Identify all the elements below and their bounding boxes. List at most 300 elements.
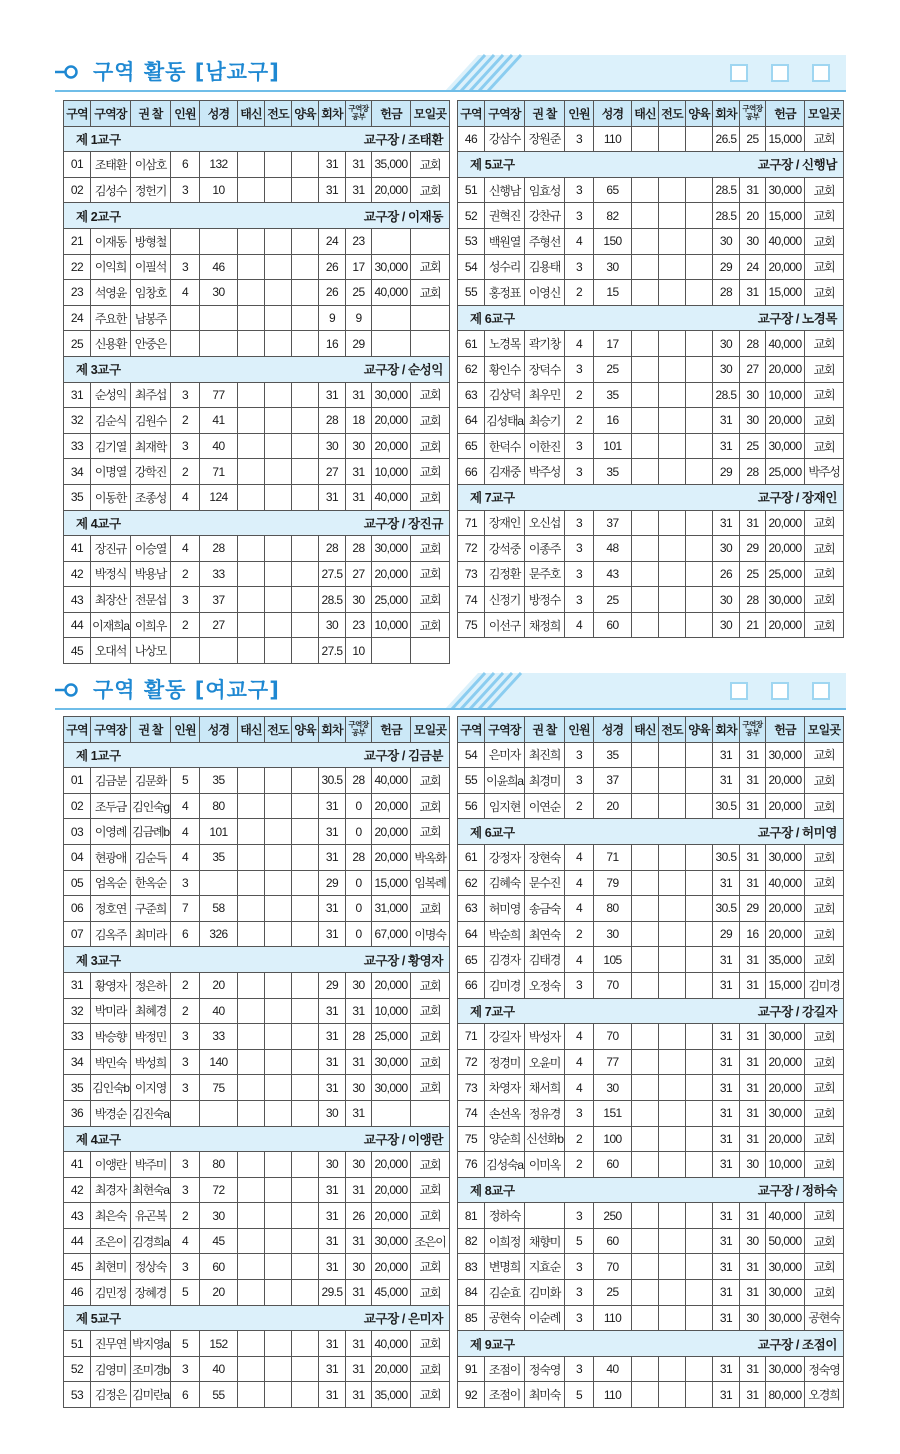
cell-leader: 김금분 xyxy=(91,768,131,794)
cell-members: 3 xyxy=(171,1049,200,1075)
cell-bible: 35 xyxy=(200,844,238,870)
cell-leader: 김재중 xyxy=(485,459,525,485)
cell-evangelism xyxy=(265,870,292,896)
cell-nurture xyxy=(292,870,319,896)
cell-nurture xyxy=(686,587,713,613)
table-row xyxy=(458,1305,844,1331)
cell-leader: 성수리 xyxy=(485,254,525,280)
cell-district-no: 64 xyxy=(458,921,485,947)
cell-nurture xyxy=(292,1331,319,1357)
cell-evangelism xyxy=(265,768,292,794)
cell-assistant: 박지영a xyxy=(131,1331,171,1357)
cell-seeker xyxy=(632,1024,659,1050)
cell-evangelism xyxy=(265,921,292,947)
cell-nurture xyxy=(292,896,319,922)
cell-session: 31 xyxy=(319,382,346,408)
cell-leader: 이명열 xyxy=(91,459,131,485)
cell-venue: 교회 xyxy=(411,1049,450,1075)
cell-seeker xyxy=(238,1024,265,1050)
cell-leader-study: 31 xyxy=(346,1100,372,1126)
cell-nurture xyxy=(292,612,319,638)
cell-bible: 80 xyxy=(594,896,632,922)
table-row xyxy=(64,280,450,306)
cell-venue: 교회 xyxy=(805,1203,844,1229)
cell-session: 31 xyxy=(713,1254,740,1280)
cell-evangelism xyxy=(659,1382,686,1408)
cell-venue: 교회 xyxy=(805,1126,844,1152)
cell-bible: 75 xyxy=(200,1075,238,1101)
cell-seeker xyxy=(238,793,265,819)
cell-nurture xyxy=(686,768,713,794)
cell-seeker xyxy=(238,870,265,896)
cell-session: 31 xyxy=(319,1177,346,1203)
district-name: 제 4교구 xyxy=(76,1132,121,1147)
cell-district-no: 73 xyxy=(458,561,485,587)
district-group-cell xyxy=(458,819,844,845)
cell-venue: 교회 xyxy=(805,1254,844,1280)
cell-venue: 교회 xyxy=(805,1024,844,1050)
cell-session: 28 xyxy=(319,536,346,562)
cell-bible: 35 xyxy=(200,768,238,794)
cell-leader: 이영례 xyxy=(91,819,131,845)
cell-members: 4 xyxy=(171,484,200,510)
cell-district-no: 62 xyxy=(458,870,485,896)
cell-evangelism xyxy=(265,177,292,203)
cell-offering: 40,000 xyxy=(372,484,411,510)
cell-leader-study: 31 xyxy=(740,742,766,768)
cell-leader: 현광애 xyxy=(91,844,131,870)
district-group-content xyxy=(64,1309,449,1327)
cell-evangelism xyxy=(659,896,686,922)
cell-leader: 김성태a xyxy=(485,408,525,434)
cell-seeker xyxy=(632,433,659,459)
cell-venue: 교회 xyxy=(411,280,450,306)
district-head: 교구장 / 조태환 xyxy=(363,132,443,147)
district-name: 제 6교구 xyxy=(470,312,515,327)
column-header: 구역 xyxy=(64,101,91,127)
cell-nurture xyxy=(686,1024,713,1050)
cell-seeker xyxy=(238,305,265,331)
cell-seeker xyxy=(238,998,265,1024)
table-row xyxy=(64,1356,450,1382)
cell-leader-study: 0 xyxy=(346,819,372,845)
cell-evangelism xyxy=(265,433,292,459)
cell-evangelism xyxy=(265,561,292,587)
cell-nurture xyxy=(686,177,713,203)
cell-offering: 20,000 xyxy=(766,768,805,794)
cell-members: 4 xyxy=(171,1228,200,1254)
cell-evangelism xyxy=(659,768,686,794)
cell-bible: 46 xyxy=(200,254,238,280)
cell-members: 5 xyxy=(565,1382,594,1408)
cell-nurture xyxy=(292,1254,319,1280)
cell-evangelism xyxy=(265,484,292,510)
cell-leader-study: 31 xyxy=(740,177,766,203)
cell-offering: 30,000 xyxy=(766,1280,805,1306)
cell-leader: 최장산 xyxy=(91,587,131,613)
district-group-row xyxy=(64,510,450,536)
cell-seeker xyxy=(632,896,659,922)
cell-leader: 이앵란 xyxy=(91,1152,131,1178)
cell-nurture xyxy=(292,177,319,203)
cell-offering: 10,000 xyxy=(372,612,411,638)
cell-seeker xyxy=(632,1382,659,1408)
banner-square xyxy=(772,683,788,699)
table-row xyxy=(458,870,844,896)
cell-leader: 정호연 xyxy=(91,896,131,922)
cell-district-no: 85 xyxy=(458,1305,485,1331)
cell-assistant: 이승열 xyxy=(131,536,171,562)
cell-members: 4 xyxy=(171,819,200,845)
cell-offering: 40,000 xyxy=(766,1203,805,1229)
cell-leader: 진무연 xyxy=(91,1331,131,1357)
cell-members: 5 xyxy=(171,1280,200,1306)
cell-seeker xyxy=(238,331,265,357)
cell-bible: 48 xyxy=(594,536,632,562)
cell-seeker xyxy=(632,844,659,870)
cell-nurture xyxy=(292,1382,319,1408)
cell-district-no: 66 xyxy=(458,459,485,485)
cell-members: 7 xyxy=(171,896,200,922)
cell-evangelism xyxy=(659,228,686,254)
cell-session: 28 xyxy=(713,280,740,306)
cell-members: 3 xyxy=(565,1280,594,1306)
cell-offering: 30,000 xyxy=(372,1075,411,1101)
cell-district-no: 22 xyxy=(64,254,91,280)
cell-leader: 김영미 xyxy=(91,1356,131,1382)
cell-seeker xyxy=(632,793,659,819)
cell-leader-study: 31 xyxy=(346,177,372,203)
cell-session: 26 xyxy=(713,561,740,587)
cell-assistant: 방형철 xyxy=(131,228,171,254)
district-head: 교구장 / 강길자 xyxy=(757,1004,837,1019)
cell-session: 31 xyxy=(319,793,346,819)
district-group-cell xyxy=(64,126,450,152)
cell-nurture xyxy=(292,254,319,280)
cell-seeker xyxy=(238,1177,265,1203)
district-group-cell xyxy=(64,203,450,229)
cell-session: 29 xyxy=(713,254,740,280)
cell-offering: 10,000 xyxy=(766,1152,805,1178)
cell-leader: 허미영 xyxy=(485,896,525,922)
district-name: 제 7교구 xyxy=(470,1004,515,1019)
cell-venue: 교회 xyxy=(411,896,450,922)
cell-evangelism xyxy=(659,870,686,896)
cell-members: 2 xyxy=(565,921,594,947)
cell-district-no: 92 xyxy=(458,1382,485,1408)
cell-session: 31 xyxy=(713,1356,740,1382)
cell-offering: 67,000 xyxy=(372,921,411,947)
cell-venue: 교회 xyxy=(805,356,844,382)
cell-leader-study: 30 xyxy=(346,587,372,613)
cell-leader: 김순효 xyxy=(485,1280,525,1306)
cell-venue xyxy=(411,305,450,331)
cell-leader: 최경자 xyxy=(91,1177,131,1203)
cell-district-no: 81 xyxy=(458,1203,485,1229)
cell-assistant: 남봉주 xyxy=(131,305,171,331)
cell-bible: 80 xyxy=(200,1152,238,1178)
cell-leader: 박순희 xyxy=(485,921,525,947)
cell-offering: 20,000 xyxy=(766,612,805,638)
cell-district-no: 61 xyxy=(458,844,485,870)
cell-leader: 신정기 xyxy=(485,587,525,613)
cell-district-no: 53 xyxy=(458,228,485,254)
cell-leader: 노경목 xyxy=(485,331,525,357)
cell-nurture xyxy=(292,280,319,306)
cell-bible: 45 xyxy=(200,1228,238,1254)
cell-nurture xyxy=(292,921,319,947)
cell-venue: 교회 xyxy=(411,177,450,203)
cell-leader-study: 28 xyxy=(346,1024,372,1050)
cell-seeker xyxy=(632,612,659,638)
cell-assistant: 강학진 xyxy=(131,459,171,485)
cell-venue: 교회 xyxy=(411,1075,450,1101)
cell-assistant: 김미화 xyxy=(525,1280,565,1306)
cell-offering: 30,000 xyxy=(372,1228,411,1254)
cell-leader-study: 31 xyxy=(346,1280,372,1306)
cell-venue: 교회 xyxy=(805,1100,844,1126)
column-header: 모일곳 xyxy=(411,717,450,743)
column-header: 구역장 공부 xyxy=(346,101,372,127)
cell-session: 31 xyxy=(713,1126,740,1152)
column-header: 구역장 xyxy=(91,717,131,743)
cell-evangelism xyxy=(265,1382,292,1408)
cell-evangelism xyxy=(659,1024,686,1050)
cell-bible: 27 xyxy=(200,612,238,638)
cell-venue: 교회 xyxy=(411,587,450,613)
cell-district-no: 01 xyxy=(64,152,91,178)
column-header: 구역 xyxy=(458,717,485,743)
cell-venue: 임복례 xyxy=(411,870,450,896)
table-row xyxy=(64,1152,450,1178)
cell-evangelism xyxy=(265,228,292,254)
cell-venue: 교회 xyxy=(805,896,844,922)
cell-evangelism xyxy=(265,1152,292,1178)
cell-members: 4 xyxy=(565,612,594,638)
cell-evangelism xyxy=(659,587,686,613)
cell-bible: 124 xyxy=(200,484,238,510)
cell-leader-study: 31 xyxy=(740,280,766,306)
cell-members: 4 xyxy=(565,331,594,357)
cell-nurture xyxy=(686,1075,713,1101)
cell-venue: 교회 xyxy=(805,1280,844,1306)
cell-nurture xyxy=(292,152,319,178)
cell-bible: 35 xyxy=(594,742,632,768)
cell-nurture xyxy=(686,561,713,587)
cell-assistant: 최현숙a xyxy=(131,1177,171,1203)
cell-assistant: 최경미 xyxy=(525,768,565,794)
cell-leader: 이윤희a xyxy=(485,768,525,794)
cell-assistant: 이연순 xyxy=(525,793,565,819)
table-row xyxy=(64,408,450,434)
cell-evangelism xyxy=(265,1254,292,1280)
cell-assistant: 정헌기 xyxy=(131,177,171,203)
cell-leader-study: 27 xyxy=(346,561,372,587)
cell-leader: 주요한 xyxy=(91,305,131,331)
table-row xyxy=(64,1228,450,1254)
cell-session: 31 xyxy=(713,1228,740,1254)
table-row xyxy=(64,587,450,613)
cell-leader-study: 31 xyxy=(740,972,766,998)
cell-district-no: 64 xyxy=(458,408,485,434)
cell-bible: 10 xyxy=(200,177,238,203)
cell-session: 27.5 xyxy=(319,561,346,587)
table-row xyxy=(64,305,450,331)
cell-nurture xyxy=(292,1024,319,1050)
cell-nurture xyxy=(686,1126,713,1152)
cell-offering: 25,000 xyxy=(766,561,805,587)
cell-session: 27 xyxy=(319,459,346,485)
column-header: 권 찰 xyxy=(131,717,171,743)
cell-nurture xyxy=(292,1100,319,1126)
cell-assistant: 주형선 xyxy=(525,228,565,254)
cell-district-no: 55 xyxy=(458,768,485,794)
cell-leader-study: 23 xyxy=(346,612,372,638)
cell-assistant: 김용태 xyxy=(525,254,565,280)
cell-session: 28.5 xyxy=(713,203,740,229)
cell-leader: 박승향 xyxy=(91,1024,131,1050)
cell-leader-study: 31 xyxy=(740,1203,766,1229)
cell-members xyxy=(171,331,200,357)
table-row xyxy=(458,536,844,562)
column-header: 성경 xyxy=(200,101,238,127)
cell-leader-study: 31 xyxy=(740,793,766,819)
cell-members: 3 xyxy=(565,561,594,587)
cell-bible: 33 xyxy=(200,561,238,587)
cell-evangelism xyxy=(659,612,686,638)
district-group-cell xyxy=(64,510,450,536)
cell-leader-study: 17 xyxy=(346,254,372,280)
cell-bible: 40 xyxy=(594,1356,632,1382)
cell-evangelism xyxy=(265,382,292,408)
cell-leader-study: 25 xyxy=(740,433,766,459)
cell-session: 31 xyxy=(319,152,346,178)
cell-venue: 교회 xyxy=(411,768,450,794)
cell-assistant: 최재학 xyxy=(131,433,171,459)
cell-assistant: 최연숙 xyxy=(525,921,565,947)
cell-session: 28.5 xyxy=(713,382,740,408)
table-row xyxy=(64,1203,450,1229)
cell-district-no: 62 xyxy=(458,356,485,382)
cell-leader-study: 0 xyxy=(346,921,372,947)
cell-bible: 80 xyxy=(200,793,238,819)
cell-assistant xyxy=(525,1203,565,1229)
cell-offering: 30,000 xyxy=(766,844,805,870)
cell-seeker xyxy=(632,203,659,229)
district-head: 교구장 / 김금분 xyxy=(363,748,443,763)
cell-evangelism xyxy=(659,1126,686,1152)
cell-nurture xyxy=(292,587,319,613)
cell-district-no: 72 xyxy=(458,536,485,562)
column-header: 인원 xyxy=(171,101,200,127)
cell-leader-study: 31 xyxy=(740,1049,766,1075)
cell-evangelism xyxy=(659,1280,686,1306)
cell-offering: 20,000 xyxy=(766,1126,805,1152)
cell-seeker xyxy=(238,152,265,178)
cell-offering: 30,000 xyxy=(766,1024,805,1050)
cell-district-no: 76 xyxy=(458,1152,485,1178)
district-group-row xyxy=(64,742,450,768)
cell-leader-study: 0 xyxy=(346,870,372,896)
cell-evangelism xyxy=(659,356,686,382)
table-row xyxy=(64,921,450,947)
cell-assistant: 이필석 xyxy=(131,254,171,280)
cell-venue: 교회 xyxy=(805,408,844,434)
cell-seeker xyxy=(238,484,265,510)
cell-leader-study: 31 xyxy=(740,1382,766,1408)
cell-evangelism xyxy=(265,1100,292,1126)
cell-nurture xyxy=(292,331,319,357)
cell-seeker xyxy=(632,228,659,254)
table-row xyxy=(458,793,844,819)
table-row xyxy=(458,844,844,870)
cell-leader: 조점이 xyxy=(485,1382,525,1408)
table-row xyxy=(64,1100,450,1126)
cell-district-no: 65 xyxy=(458,947,485,973)
cell-bible: 101 xyxy=(200,819,238,845)
cell-bible: 79 xyxy=(594,870,632,896)
cell-offering: 20,000 xyxy=(766,254,805,280)
cell-session: 28 xyxy=(319,408,346,434)
cell-leader-study: 31 xyxy=(346,484,372,510)
cell-venue: 교회 xyxy=(411,536,450,562)
cell-leader-study: 30 xyxy=(346,1254,372,1280)
cell-members: 3 xyxy=(565,356,594,382)
cell-evangelism xyxy=(659,510,686,536)
column-header: 인원 xyxy=(565,101,594,127)
cell-leader-study: 31 xyxy=(346,1382,372,1408)
cell-leader-study: 31 xyxy=(740,1075,766,1101)
cell-assistant: 박정민 xyxy=(131,1024,171,1050)
cell-leader: 박정식 xyxy=(91,561,131,587)
district-group-row xyxy=(458,484,844,510)
cell-evangelism xyxy=(265,1356,292,1382)
cell-assistant: 박성희 xyxy=(131,1049,171,1075)
cell-members: 3 xyxy=(565,254,594,280)
cell-session: 31 xyxy=(319,844,346,870)
cell-offering: 50,000 xyxy=(766,1228,805,1254)
cell-members: 3 xyxy=(565,1254,594,1280)
cell-nurture xyxy=(686,408,713,434)
district-group-row xyxy=(458,819,844,845)
cell-assistant: 이영신 xyxy=(525,280,565,306)
cell-leader-study: 30 xyxy=(740,382,766,408)
cell-district-no: 71 xyxy=(458,510,485,536)
cell-leader: 박민숙 xyxy=(91,1049,131,1075)
cell-district-no: 82 xyxy=(458,1228,485,1254)
cell-assistant: 유곤복 xyxy=(131,1203,171,1229)
table-row xyxy=(64,1024,450,1050)
district-name: 제 3교구 xyxy=(76,953,121,968)
cell-session: 31 xyxy=(713,433,740,459)
cell-evangelism xyxy=(659,280,686,306)
cell-nurture xyxy=(686,972,713,998)
cell-district-no: 84 xyxy=(458,1280,485,1306)
cell-leader-study: 30 xyxy=(346,972,372,998)
column-header: 권 찰 xyxy=(131,101,171,127)
cell-members: 3 xyxy=(171,177,200,203)
cell-district-no: 53 xyxy=(64,1382,91,1408)
district-name: 제 5교구 xyxy=(470,158,515,173)
cell-seeker xyxy=(238,587,265,613)
cell-leader-study: 28 xyxy=(346,844,372,870)
cell-assistant: 오정숙 xyxy=(525,972,565,998)
cell-bible: 152 xyxy=(200,1331,238,1357)
cell-nurture xyxy=(292,1203,319,1229)
cell-nurture xyxy=(292,536,319,562)
cell-bible: 110 xyxy=(594,1382,632,1408)
section-header-female xyxy=(0,670,900,714)
